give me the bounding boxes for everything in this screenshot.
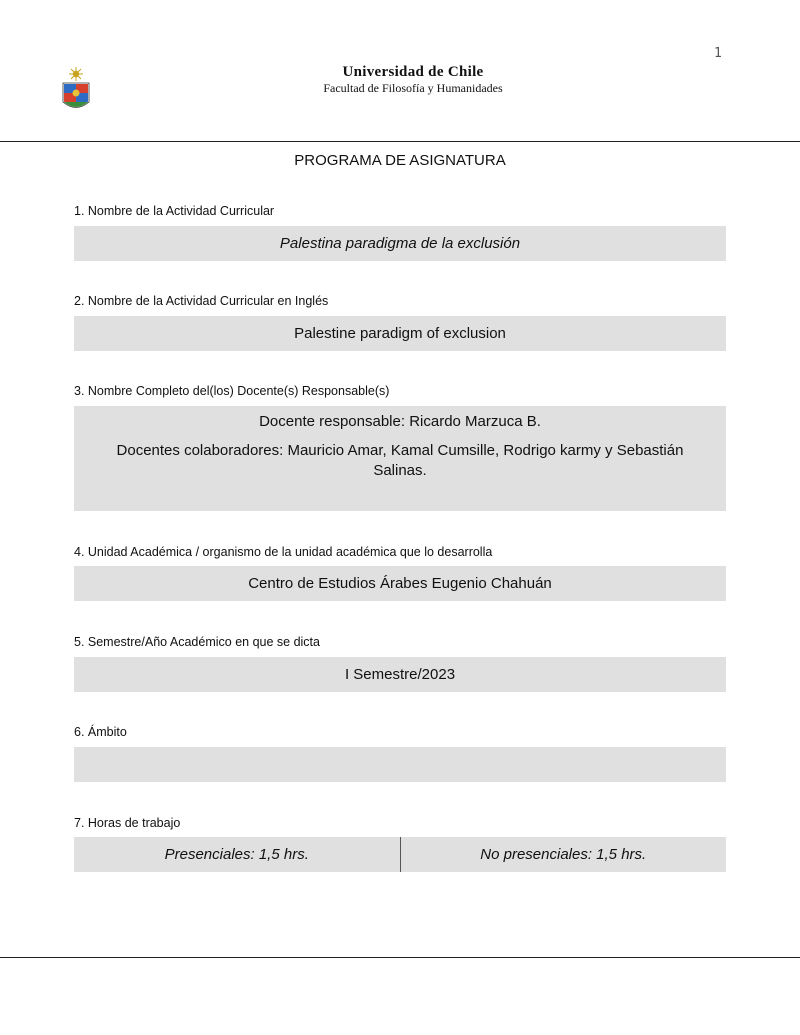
- section-2-label: 2. Nombre de la Actividad Curricular en Inglés: [74, 294, 329, 308]
- collaborating-teachers: Docentes colaboradores: Mauricio Amar, Kamal Cumsille, Rodrigo karmy y Sebastián Salinas.: [116, 442, 684, 479]
- section-3-value: [74, 406, 726, 511]
- section-4-value: Centro de Estudios Árabes Eugenio Chahuán: [74, 566, 726, 601]
- section-4-label: 4. Unidad Académica / organismo de la unidad académica que lo desarrolla: [74, 545, 493, 559]
- section-6-value: [74, 747, 726, 782]
- section-7-value: [74, 837, 726, 872]
- hours-no-presenciales: No presenciales: 1,5 hrs.: [480, 846, 647, 863]
- page-number: 1: [714, 46, 722, 61]
- footer-divider: [0, 957, 800, 958]
- section-5-label: 5. Semestre/Año Académico en que se dicta: [74, 635, 320, 649]
- document-title: PROGRAMA DE ASIGNATURA: [294, 152, 506, 169]
- section-3-label: 3. Nombre Completo del(los) Docente(s) Responsable(s): [74, 384, 390, 398]
- header-divider: [0, 141, 800, 142]
- faculty-name: Facultad de Filosofía y Humanidades: [323, 81, 503, 95]
- responsible-teacher: Docente responsable: Ricardo Marzuca B.: [259, 413, 541, 430]
- section-6-label: 6. Ámbito: [74, 725, 127, 739]
- section-5-value: I Semestre/2023: [74, 657, 726, 692]
- section-7-label: 7. Horas de trabajo: [74, 816, 181, 830]
- section-2-value: Palestine paradigm of exclusion: [74, 316, 726, 351]
- section-1-value: Palestina paradigma de la exclusión: [74, 226, 726, 261]
- hours-presenciales: Presenciales: 1,5 hrs.: [74, 837, 401, 872]
- section-1-label: 1. Nombre de la Actividad Curricular: [74, 204, 275, 218]
- university-name: Universidad de Chile: [342, 64, 484, 80]
- page-header: [0, 64, 800, 96]
